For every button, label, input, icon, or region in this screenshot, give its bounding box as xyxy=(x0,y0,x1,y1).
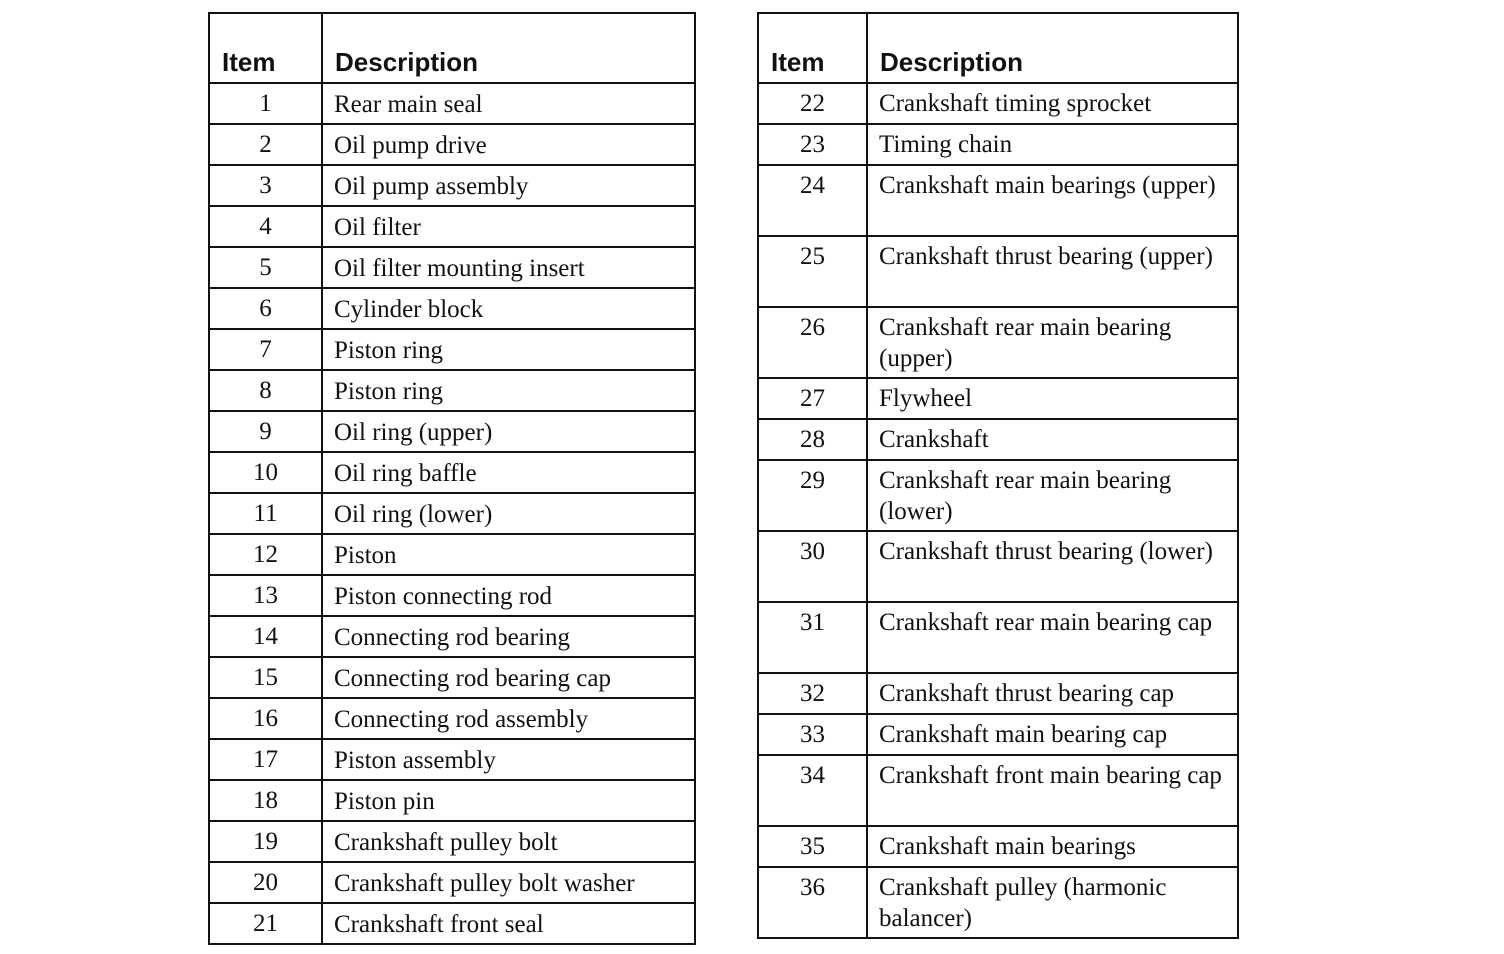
table-row xyxy=(209,370,695,411)
table-row xyxy=(758,83,1238,124)
item-number: 31 xyxy=(758,602,867,673)
item-description: Crankshaft thrust bearing (lower) xyxy=(867,531,1238,602)
item-number: 25 xyxy=(758,236,867,307)
item-number: 12 xyxy=(209,534,322,575)
table-row xyxy=(758,673,1238,714)
item-description: Oil ring baffle xyxy=(322,452,695,493)
item-number: 7 xyxy=(209,329,322,370)
item-number: 20 xyxy=(209,862,322,903)
item-number: 4 xyxy=(209,206,322,247)
item-number: 34 xyxy=(758,755,867,826)
table-row xyxy=(758,165,1238,236)
table-row xyxy=(209,329,695,370)
item-description: Connecting rod bearing xyxy=(322,616,695,657)
item-description: Crankshaft thrust bearing cap xyxy=(867,673,1238,714)
item-description: Timing chain xyxy=(867,124,1238,165)
item-number: 17 xyxy=(209,739,322,780)
table-row xyxy=(209,698,695,739)
item-number: 21 xyxy=(209,903,322,944)
item-number: 23 xyxy=(758,124,867,165)
table-row xyxy=(209,739,695,780)
column-header-item: Item xyxy=(209,13,322,83)
table-row xyxy=(209,821,695,862)
table-row xyxy=(209,206,695,247)
item-number: 35 xyxy=(758,826,867,867)
item-description: Oil filter mounting insert xyxy=(322,247,695,288)
item-description: Crankshaft pulley bolt washer xyxy=(322,862,695,903)
item-description: Rear main seal xyxy=(322,83,695,124)
item-number: 30 xyxy=(758,531,867,602)
item-number: 27 xyxy=(758,378,867,419)
column-header-item: Item xyxy=(758,13,867,83)
item-description: Piston connecting rod xyxy=(322,575,695,616)
table-row xyxy=(758,602,1238,673)
table-row xyxy=(209,903,695,944)
item-number: 8 xyxy=(209,370,322,411)
item-description: Crankshaft rear main bearing (upper) xyxy=(867,307,1238,378)
item-description: Crankshaft front main bearing cap xyxy=(867,755,1238,826)
item-number: 24 xyxy=(758,165,867,236)
table-row xyxy=(758,867,1238,938)
table-row xyxy=(209,83,695,124)
item-description: Crankshaft rear main bearing (lower) xyxy=(867,460,1238,531)
item-description: Cylinder block xyxy=(322,288,695,329)
item-number: 14 xyxy=(209,616,322,657)
item-number: 13 xyxy=(209,575,322,616)
item-description: Crankshaft main bearings xyxy=(867,826,1238,867)
table-row xyxy=(209,411,695,452)
item-number: 33 xyxy=(758,714,867,755)
table-row xyxy=(209,657,695,698)
table-row xyxy=(758,419,1238,460)
table-row xyxy=(758,460,1238,531)
table-row xyxy=(758,378,1238,419)
item-description: Oil pump assembly xyxy=(322,165,695,206)
item-description: Piston assembly xyxy=(322,739,695,780)
item-description: Oil ring (lower) xyxy=(322,493,695,534)
item-number: 36 xyxy=(758,867,867,938)
table-row xyxy=(758,755,1238,826)
item-description: Oil pump drive xyxy=(322,124,695,165)
item-description: Piston pin xyxy=(322,780,695,821)
item-number: 6 xyxy=(209,288,322,329)
item-number: 28 xyxy=(758,419,867,460)
item-description: Crankshaft main bearings (upper) xyxy=(867,165,1238,236)
item-number: 5 xyxy=(209,247,322,288)
item-description: Piston ring xyxy=(322,370,695,411)
item-number: 26 xyxy=(758,307,867,378)
item-number: 29 xyxy=(758,460,867,531)
item-description: Connecting rod assembly xyxy=(322,698,695,739)
table-row xyxy=(209,575,695,616)
item-number: 16 xyxy=(209,698,322,739)
item-description: Crankshaft rear main bearing cap xyxy=(867,602,1238,673)
table-row xyxy=(209,862,695,903)
table-row xyxy=(209,780,695,821)
table-row xyxy=(758,236,1238,307)
item-description: Oil filter xyxy=(322,206,695,247)
header-row xyxy=(758,13,1238,83)
item-description: Crankshaft main bearing cap xyxy=(867,714,1238,755)
table-row xyxy=(209,493,695,534)
item-description: Flywheel xyxy=(867,378,1238,419)
item-number: 9 xyxy=(209,411,322,452)
item-description: Connecting rod bearing cap xyxy=(322,657,695,698)
item-description: Crankshaft pulley (harmonic balancer) xyxy=(867,867,1238,938)
table-row xyxy=(758,714,1238,755)
item-number: 2 xyxy=(209,124,322,165)
item-description: Crankshaft front seal xyxy=(322,903,695,944)
table-row xyxy=(758,307,1238,378)
parts-table-right xyxy=(757,12,1239,939)
item-number: 32 xyxy=(758,673,867,714)
table-row xyxy=(209,452,695,493)
table-row xyxy=(758,531,1238,602)
header-row xyxy=(209,13,695,83)
item-description: Oil ring (upper) xyxy=(322,411,695,452)
item-description: Piston xyxy=(322,534,695,575)
table-row xyxy=(209,124,695,165)
table-row xyxy=(209,288,695,329)
table-row xyxy=(758,124,1238,165)
table-row xyxy=(209,534,695,575)
item-number: 11 xyxy=(209,493,322,534)
table-row xyxy=(758,826,1238,867)
column-header-description: Description xyxy=(867,13,1238,83)
item-description: Crankshaft xyxy=(867,419,1238,460)
table-row xyxy=(209,616,695,657)
table-row xyxy=(209,247,695,288)
item-description: Piston ring xyxy=(322,329,695,370)
item-number: 18 xyxy=(209,780,322,821)
column-header-description: Description xyxy=(322,13,695,83)
item-description: Crankshaft timing sprocket xyxy=(867,83,1238,124)
item-description: Crankshaft thrust bearing (upper) xyxy=(867,236,1238,307)
item-number: 3 xyxy=(209,165,322,206)
item-number: 15 xyxy=(209,657,322,698)
item-number: 19 xyxy=(209,821,322,862)
item-number: 22 xyxy=(758,83,867,124)
item-number: 1 xyxy=(209,83,322,124)
item-number: 10 xyxy=(209,452,322,493)
table-row xyxy=(209,165,695,206)
parts-table-left xyxy=(208,12,696,945)
item-description: Crankshaft pulley bolt xyxy=(322,821,695,862)
